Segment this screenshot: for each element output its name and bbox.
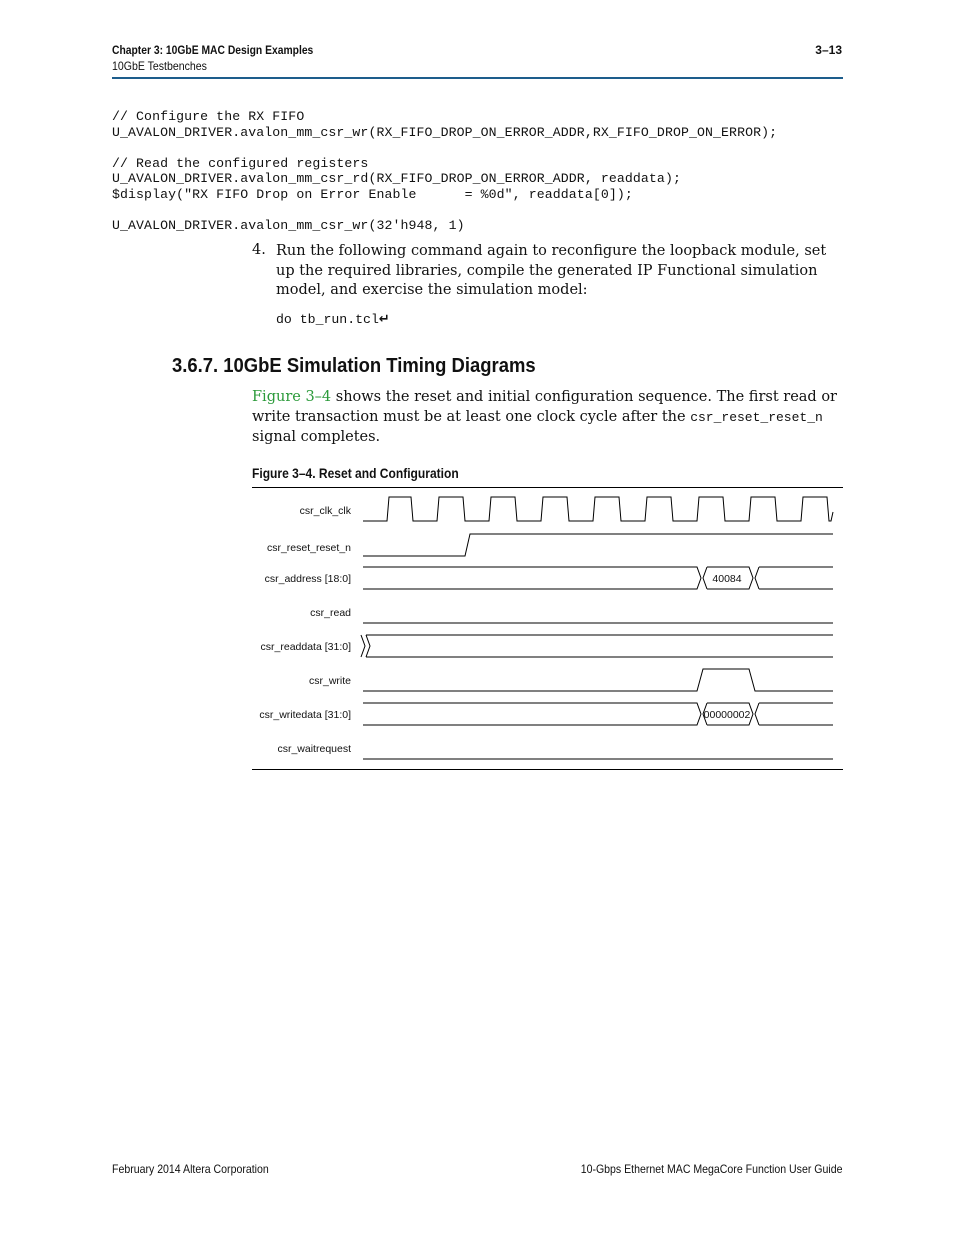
inline-code: csr_reset_reset_n	[690, 409, 823, 425]
signal-label: csr_writedata [31:0]	[259, 709, 351, 721]
code-line: // Read the configured registers	[112, 156, 369, 171]
code-line: $display("RX FIFO Drop on Error Enable = %0d", readdata[0]);	[112, 187, 633, 202]
paragraph-text: shows the reset and initial configuration sequence. The first read or write transaction must be at least one clock cycle after the	[252, 389, 837, 425]
signal-label: csr_read	[310, 607, 351, 619]
code-line: U_AVALON_DRIVER.avalon_mm_csr_rd(RX_FIFO_DROP_ON_ERROR_ADDR, readdata);	[112, 171, 681, 186]
figure-link[interactable]: Figure 3–4	[252, 389, 332, 405]
signal-label: csr_write	[308, 675, 351, 687]
code-line: // Configure the RX FIFO	[112, 109, 305, 124]
code-line: U_AVALON_DRIVER.avalon_mm_csr_wr(RX_FIFO_DROP_ON_ERROR_ADDR,RX_FIFO_DROP_ON_ERROR);	[112, 125, 778, 140]
signal-label: csr_waitrequest	[277, 743, 351, 755]
header-chapter: Chapter 3: 10GbE MAC Design Examples	[112, 43, 314, 57]
step-text: Run the following command again to reconfigure the loopback module, set up the required libraries, compile the generated IP Functional simulation model, and exercise the simulation model:	[276, 243, 827, 298]
header-section: 10GbE Testbenches	[112, 59, 207, 73]
section-heading: 3.6.7. 10GbE Simulation Timing Diagrams	[172, 354, 536, 377]
reset-waveform	[363, 534, 833, 556]
signal-label: csr_clk_clk	[299, 505, 351, 517]
signal-label: csr_readdata [31:0]	[260, 641, 351, 653]
footer-right: 10-Gbps Ethernet MAC MegaCore Function User Guide	[580, 1162, 842, 1176]
figure-caption: Figure 3–4. Reset and Configuration	[252, 465, 459, 481]
clock-waveform	[363, 497, 833, 521]
writedata-value: 00000002	[703, 709, 751, 721]
code-line: U_AVALON_DRIVER.avalon_mm_csr_wr(32'h948, 1)	[112, 218, 465, 233]
signal-label: csr_address [18:0]	[264, 573, 351, 585]
return-key-icon: ↵	[378, 312, 390, 327]
figure-rule-bottom	[252, 769, 843, 770]
signal-label: csr_reset_reset_n	[266, 542, 351, 554]
page-number: 3–13	[815, 43, 842, 57]
step-number: 4.	[252, 242, 266, 258]
writedata-bus-waveform	[363, 703, 833, 725]
write-waveform	[363, 669, 833, 691]
command-text: do tb_run.tcl	[276, 312, 379, 327]
address-value: 40084	[712, 573, 742, 585]
address-bus-waveform	[363, 567, 833, 589]
footer-left: February 2014 Altera Corporation	[112, 1162, 269, 1176]
readdata-bus-waveform	[361, 635, 833, 657]
paragraph-text: signal completes.	[252, 428, 381, 445]
